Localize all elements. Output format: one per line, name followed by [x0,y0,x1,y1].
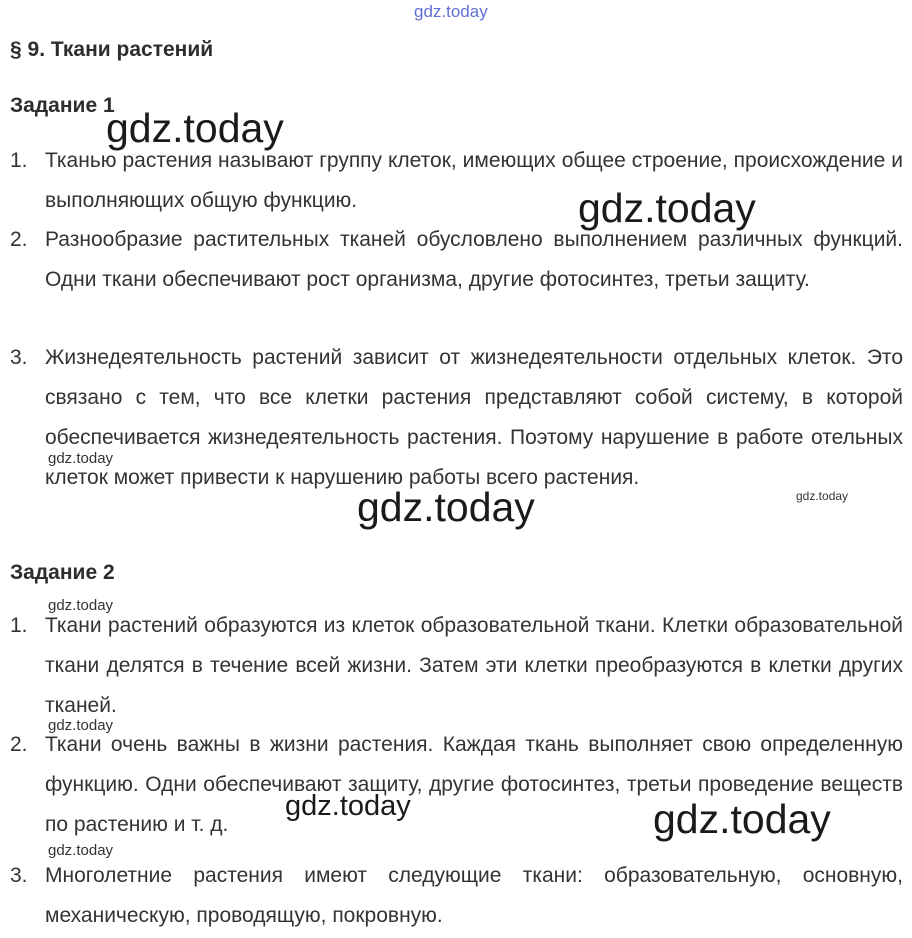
item-number: 3. [10,864,28,887]
item-number: 3. [10,346,28,369]
task-1-item-2 [10,220,903,300]
watermark: gdz.today [653,796,831,842]
item-text: Ткани растений образуются из клеток образовательной ткани. Клетки образовательной ткани делятся в течение всей жизни. Затем эти клетки преобразуются в клетки других тканей. [45,614,903,717]
item-number: 2. [10,733,28,756]
watermark: gdz.today [357,484,535,530]
watermark: gdz.today [48,717,114,734]
task-1-heading: Задание 1 [10,94,115,117]
watermark: gdz.today [796,489,849,503]
task-2-heading: Задание 2 [10,561,115,584]
item-number: 1. [10,149,28,172]
watermark: gdz.today [106,105,284,151]
watermark: gdz.today [48,597,114,614]
item-text: Тканью растения называют группу клеток, имеющих общее строение, происхождение и выполняющих общую функцию. [45,149,903,212]
watermark: gdz.today [48,450,114,467]
item-text: Ткани очень важны в жизни растения. Каждая ткань выполняет свою определенную функцию. Одни обеспечивают защиту, другие фотосинтез, третьи проведение веществ по растению и т. д. [45,733,903,836]
section-title: § 9. Ткани растений [10,38,214,61]
watermark: gdz.today [285,790,411,822]
item-text: Многолетние растения имеют следующие ткани: образовательную, основную, механическую, проводящую, покровную. [45,864,903,927]
task-1-item-1 [10,141,903,221]
task-1-item-3 [10,338,903,498]
watermark: gdz.today [578,185,756,231]
item-text: Жизнедеятельность растений зависит от жизнедеятельности отдельных клеток. Это связано с тем, что все клетки растения представляют собой систему, в которой обеспечивается жизнедеятельность растения. Поэтому нарушение в работе отельных клеток может привести к нарушению работы всего растения. [45,346,903,489]
item-number: 2. [10,228,28,251]
watermark: gdz.today [48,842,114,859]
task-2-item-1 [10,606,903,726]
task-2-item-3 [10,856,903,936]
item-number: 1. [10,614,28,637]
item-text: Разнообразие растительных тканей обусловлено выполнением различных функций. Одни ткани обеспечивают рост организма, другие фотосинтез, третьи защиту. [45,228,903,291]
site-watermark: gdz.today [414,2,488,21]
